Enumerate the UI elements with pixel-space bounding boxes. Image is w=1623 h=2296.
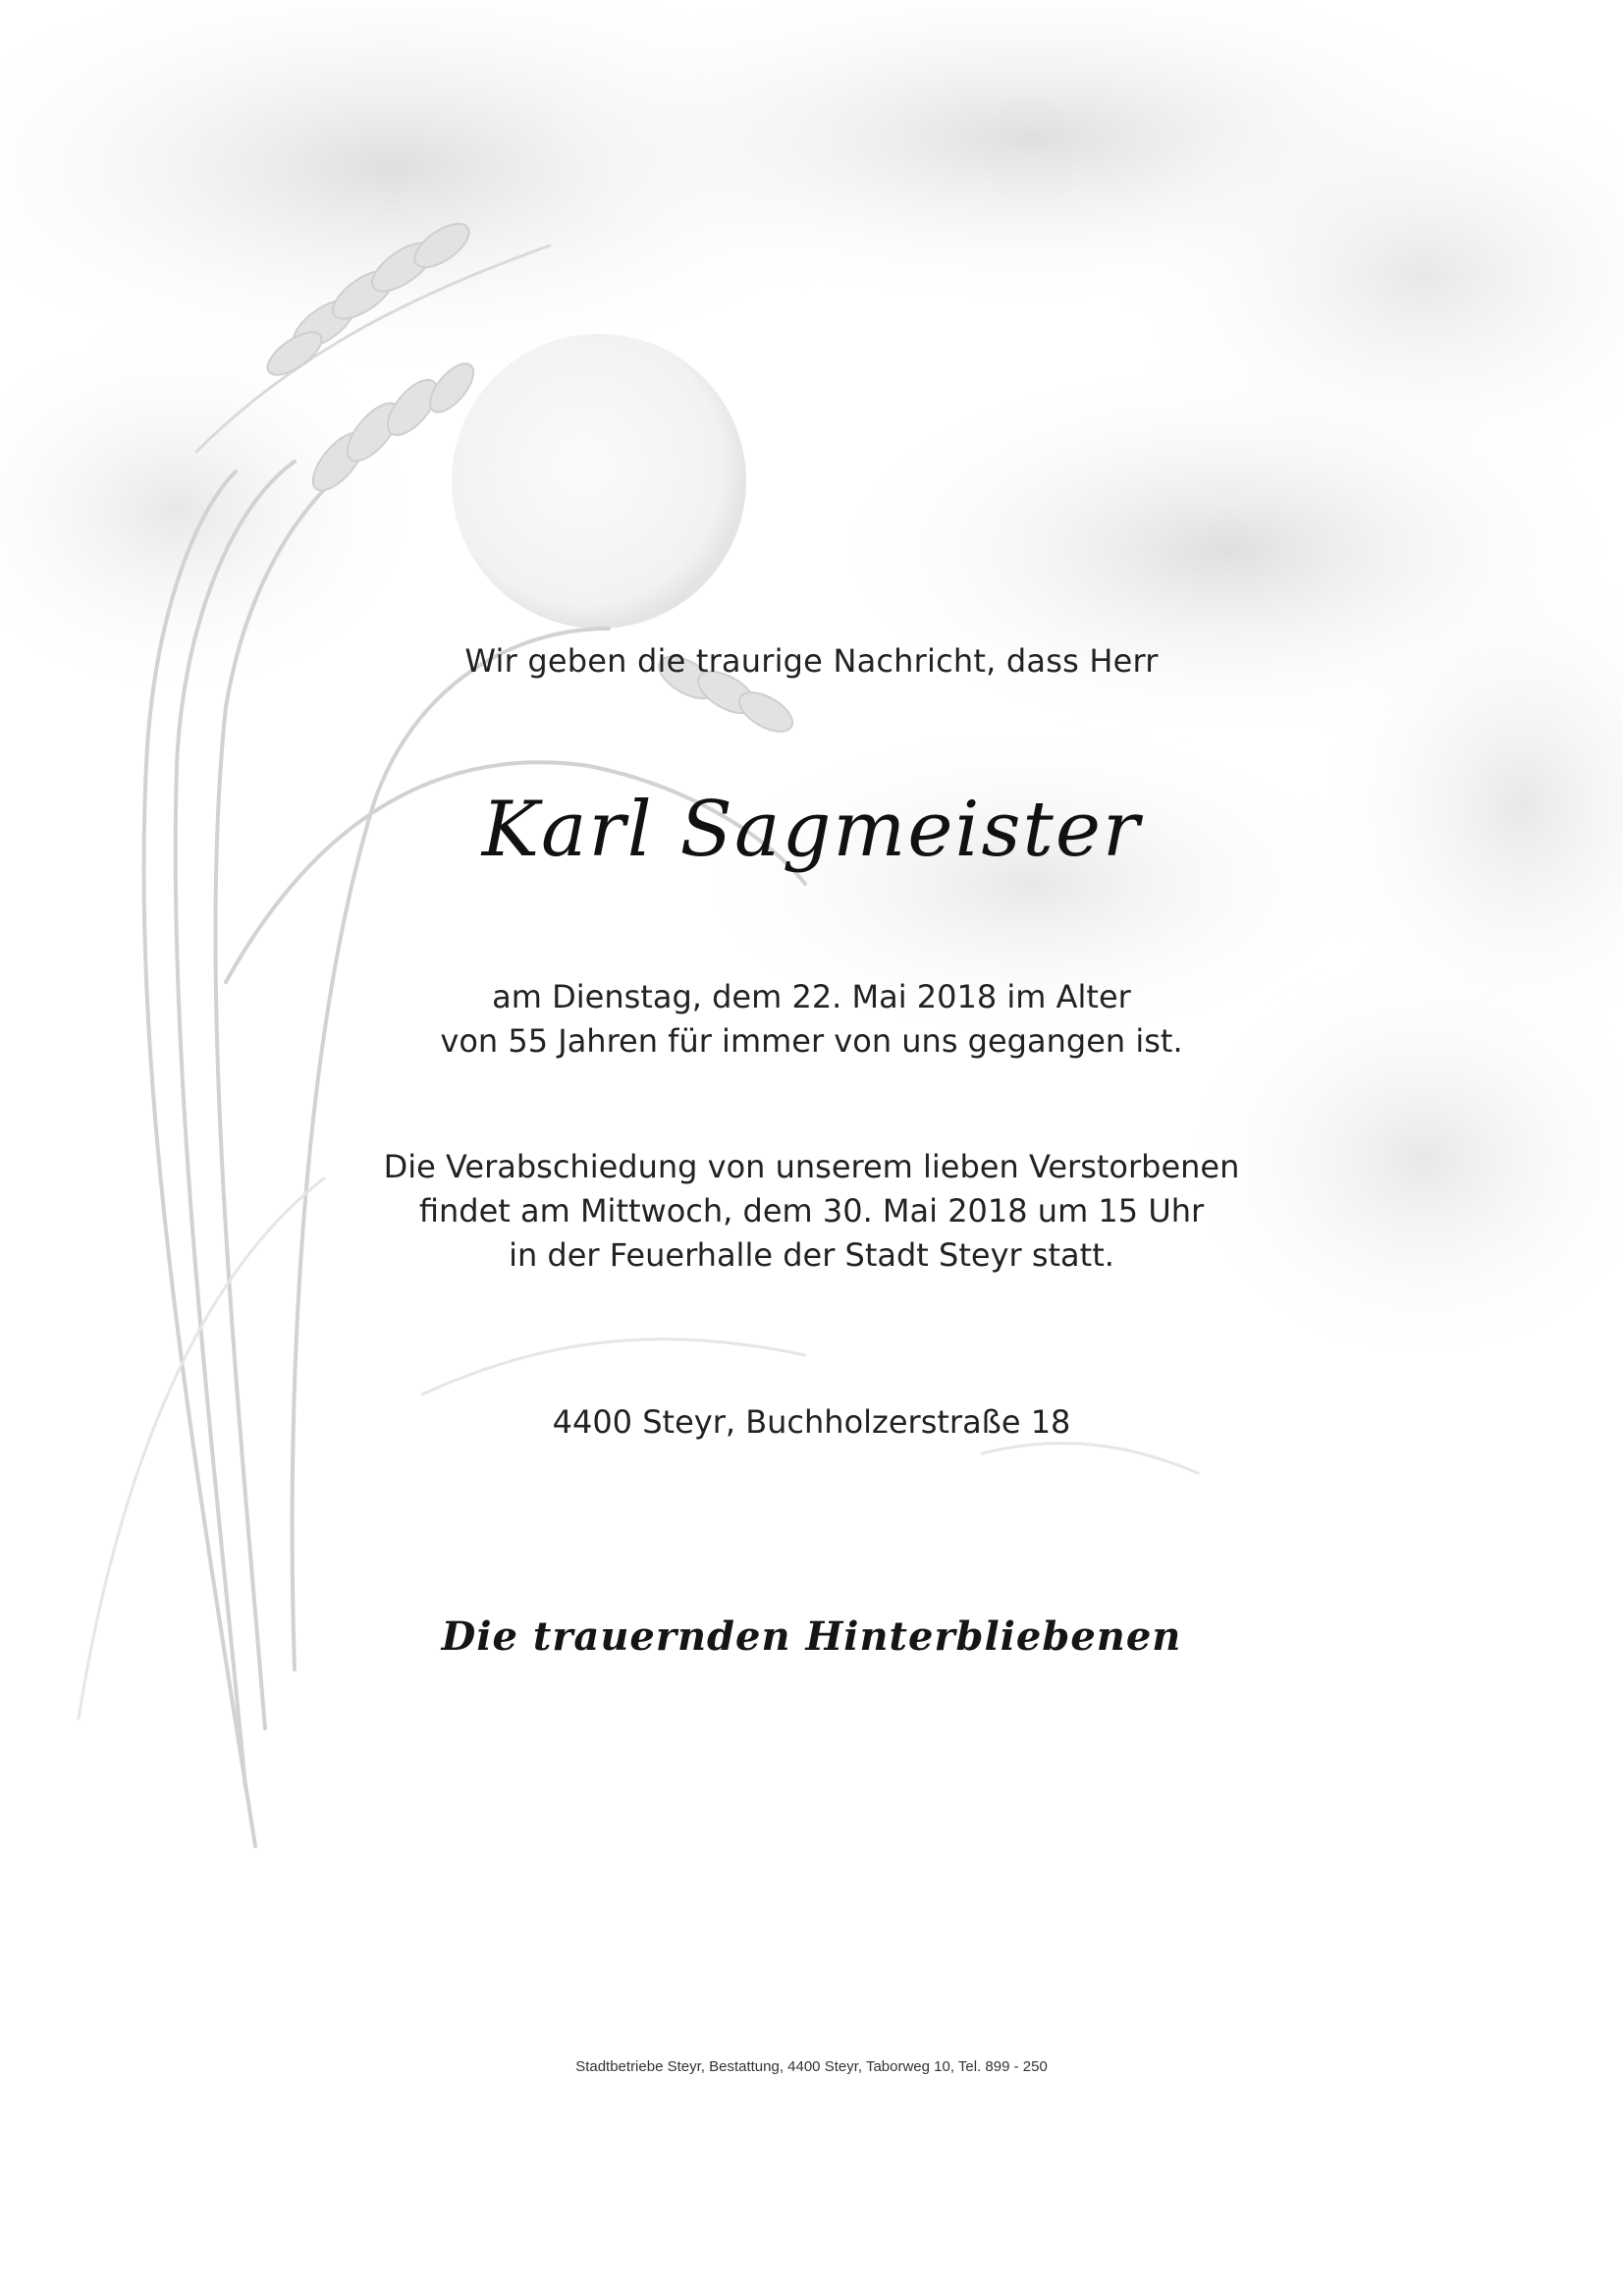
deceased-name: Karl Sagmeister <box>481 786 1142 874</box>
death-details <box>0 975 1623 1064</box>
intro-text: Wir geben die traurige Nachricht, dass Herr <box>464 642 1159 680</box>
death-line: von 55 Jahren für immer von uns gegangen ist. <box>440 1022 1183 1060</box>
farewell-details <box>0 1145 1623 1278</box>
farewell-line: findet am Mittwoch, dem 30. Mai 2018 um 15 Uhr <box>418 1192 1205 1230</box>
farewell-line: in der Feuerhalle der Stadt Steyr statt. <box>509 1236 1114 1274</box>
signoff: Die trauernden Hinterbliebenen <box>441 1613 1182 1660</box>
farewell-line: Die Verabschiedung von unserem lieben Verstorbenen <box>383 1148 1240 1185</box>
family-address: 4400 Steyr, Buchholzerstraße 18 <box>552 1403 1071 1441</box>
funeral-service-footer: Stadtbetriebe Steyr, Bestattung, 4400 Steyr, Taborweg 10, Tel. 899 - 250 <box>575 2058 1048 2075</box>
moon-icon <box>452 334 746 629</box>
death-line: am Dienstag, dem 22. Mai 2018 im Alter <box>492 978 1131 1015</box>
